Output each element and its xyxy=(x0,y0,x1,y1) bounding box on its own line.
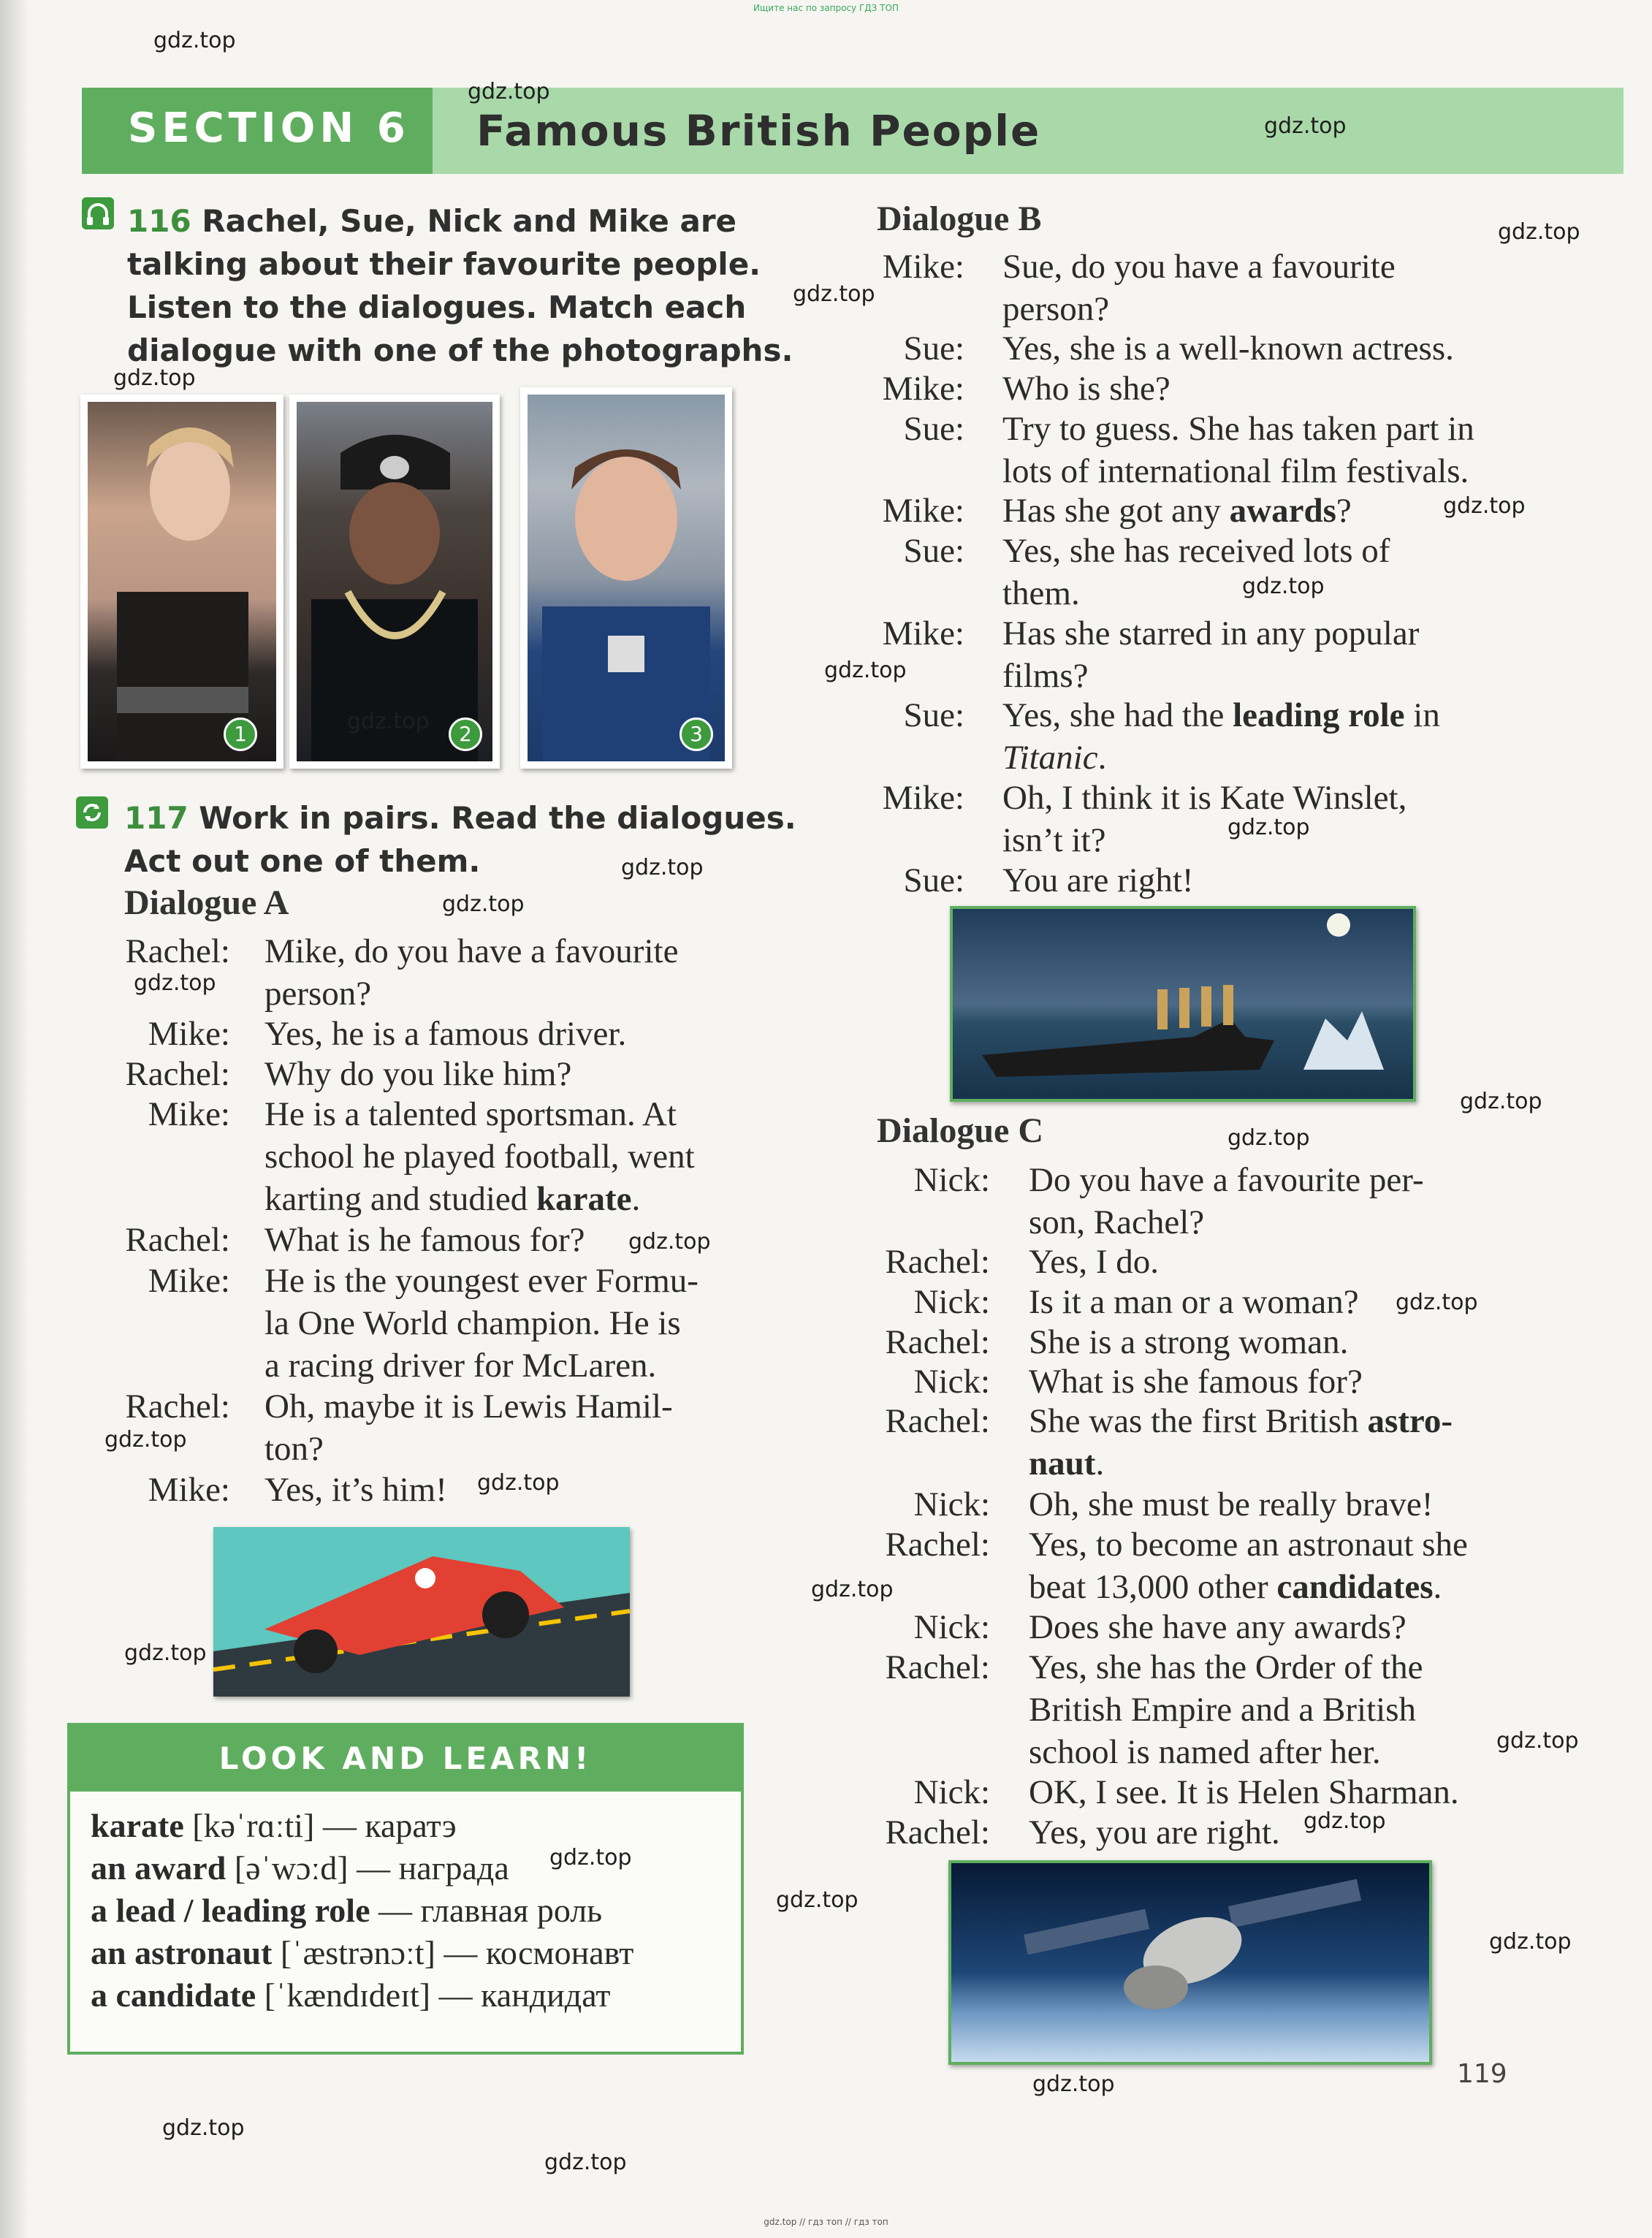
vocab-word: astro- xyxy=(1367,1402,1453,1440)
watermark-text: gdz.top xyxy=(776,1887,859,1913)
dialogue-line: He is a talented sportsman. At xyxy=(264,1095,677,1133)
dialogue-text: She was the first British xyxy=(1029,1402,1368,1440)
vocab-translation: [ˈæstrənɔːt] — космонавт xyxy=(272,1934,634,1971)
dialogue-b-title: Dialogue B xyxy=(877,199,1042,238)
dialogue-text: . xyxy=(1097,739,1107,777)
task-text-line: Act out one of them. xyxy=(124,843,481,879)
watermark-text: gdz.top xyxy=(347,709,430,734)
dialogue-line: la One World champion. He is xyxy=(264,1304,681,1342)
task-number: 116 xyxy=(127,203,191,239)
dialogue-line: isn’t it? xyxy=(1002,821,1106,859)
dialogue-line: Try to guess. She has taken part in xyxy=(1002,410,1474,448)
watermark-text: gdz.top xyxy=(621,855,704,880)
dialogue-line: Yes, she has received lots of xyxy=(1002,532,1390,570)
dialogue-line: Yes, you are right. xyxy=(1029,1813,1280,1851)
speaker: Rachel: xyxy=(885,1648,990,1686)
speaker: Sue: xyxy=(903,861,964,899)
dialogue-text: Yes, she had the xyxy=(1002,696,1233,734)
speaker: Nick: xyxy=(913,1283,990,1321)
dialogue-line xyxy=(264,1179,640,1219)
dialogue-line: them. xyxy=(1002,574,1080,612)
look-and-learn-title: LOOK AND LEARN! xyxy=(70,1726,741,1792)
task-text-line: Work in pairs. Read the dialogues. xyxy=(199,800,796,836)
speaker: Nick: xyxy=(913,1161,990,1199)
vocab-word: karate xyxy=(91,1807,184,1844)
photo-actress xyxy=(80,395,283,769)
vocab-word: leading role xyxy=(1233,696,1405,734)
dialogue-line: person? xyxy=(264,975,372,1013)
watermark-text: gdz.top xyxy=(824,658,907,683)
vocab-word: an astronaut xyxy=(91,1934,273,1971)
vocab-word: an award xyxy=(91,1849,227,1887)
speaker: Rachel: xyxy=(885,1526,990,1564)
dialogue-line: Do you have a favourite per- xyxy=(1029,1161,1424,1199)
watermark-text: gdz.top xyxy=(104,1427,187,1453)
photo-number-badge: 3 xyxy=(680,718,713,751)
dialogue-line: Who is she? xyxy=(1002,370,1171,408)
dialogue-line: son, Rachel? xyxy=(1029,1203,1205,1241)
dialogue-line xyxy=(1002,738,1106,777)
vocab-translation: [əˈwɔːd] — награда xyxy=(226,1849,509,1887)
watermark-text: gdz.top xyxy=(124,1640,207,1666)
vocab-row xyxy=(91,1806,457,1845)
dialogue-line xyxy=(1029,1567,1442,1607)
dialogue-line: school he played football, went xyxy=(264,1138,695,1176)
race-car-image xyxy=(213,1527,630,1697)
dialogue-a-title: Dialogue A xyxy=(124,883,289,922)
dialogue-line xyxy=(1002,696,1440,735)
photo-number-badge: 1 xyxy=(224,718,257,751)
dialogue-line: Yes, I do. xyxy=(1029,1243,1160,1281)
dialogue-line: Oh, I think it is Kate Winslet, xyxy=(1002,779,1407,817)
dialogue-c-title: Dialogue C xyxy=(877,1111,1043,1150)
task-text-line: Rachel, Sue, Nick and Mike are xyxy=(202,203,737,239)
task-117 xyxy=(124,796,796,840)
bottom-notice: gdz.top // гдз топ // гдз топ xyxy=(764,2217,888,2227)
dialogue-line: Mike, do you have a favourite xyxy=(264,932,679,970)
speaker: Sue: xyxy=(903,330,964,368)
speaker: Mike: xyxy=(148,1015,230,1053)
dialogue-line: Yes, he is a famous driver. xyxy=(264,1015,627,1053)
page-number: 119 xyxy=(1457,2059,1507,2089)
speaker: Mike: xyxy=(148,1262,230,1300)
dialogue-line: She is a strong woman. xyxy=(1029,1323,1349,1361)
watermark-text: gdz.top xyxy=(1489,1929,1572,1955)
task-number: 117 xyxy=(124,800,189,836)
speaker: Mike: xyxy=(882,248,964,286)
vocab-word: karate xyxy=(536,1180,632,1218)
dialogue-line: Why do you like him? xyxy=(264,1055,572,1093)
watermark-text: gdz.top xyxy=(1498,219,1580,245)
speaker: Sue: xyxy=(903,532,964,570)
speaker: Mike: xyxy=(148,1095,230,1133)
vocab-word: naut xyxy=(1029,1445,1096,1483)
dialogue-text: in xyxy=(1404,696,1440,734)
task-text-line: Listen to the dialogues. Match each xyxy=(127,289,747,325)
vocab-row xyxy=(91,1891,602,1930)
dialogue-line: Yes, she is a well-known actress. xyxy=(1002,330,1454,368)
task-text-line: dialogue with one of the photographs. xyxy=(127,332,793,368)
watermark-text: gdz.top xyxy=(1396,1290,1478,1315)
dialogue-line: Sue, do you have a favourite xyxy=(1002,248,1396,286)
top-notice: Ищите нас по запросу ГДЗ ТОП xyxy=(753,3,899,13)
watermark-text: gdz.top xyxy=(1264,113,1347,139)
vocab-word: a candidate xyxy=(91,1976,256,2014)
dialogue-line: ton? xyxy=(264,1430,324,1468)
dialogue-line: Oh, she must be really brave! xyxy=(1029,1485,1434,1523)
task-116 xyxy=(127,199,736,243)
dialogue-line: Is it a man or a woman? xyxy=(1029,1283,1359,1321)
watermark-text: gdz.top xyxy=(162,2115,245,2141)
watermark-text: gdz.top xyxy=(1443,493,1526,519)
speaker: Rachel: xyxy=(125,1055,230,1093)
speaker: Rachel: xyxy=(885,1323,990,1361)
dialogue-text: ? xyxy=(1336,492,1352,530)
look-and-learn-box xyxy=(67,1723,744,2055)
watermark-text: gdz.top xyxy=(134,970,216,996)
watermark-text: gdz.top xyxy=(1496,1728,1579,1754)
vocab-row xyxy=(91,1933,633,1972)
watermark-text: gdz.top xyxy=(793,281,875,307)
watermark-text: gdz.top xyxy=(113,365,196,391)
speaker: Sue: xyxy=(903,410,964,448)
dialogue-line xyxy=(1029,1401,1453,1441)
dialogue-line: lots of international film festivals. xyxy=(1002,452,1469,490)
speaker: Nick: xyxy=(913,1608,990,1646)
vocab-row xyxy=(91,1976,611,2014)
section-title: Famous British People xyxy=(476,106,1041,156)
dialogue-line: Oh, maybe it is Lewis Hamil- xyxy=(264,1388,673,1426)
speaker: Mike: xyxy=(882,492,964,530)
watermark-text: gdz.top xyxy=(1032,2071,1115,2097)
vocab-translation: [kəˈrɑːti] — каратэ xyxy=(183,1807,457,1844)
dialogue-line: OK, I see. It is Helen Sharman. xyxy=(1029,1773,1459,1811)
dialogue-text: . xyxy=(631,1180,641,1218)
refresh-icon xyxy=(76,796,108,829)
speaker: Nick: xyxy=(913,1485,990,1523)
vocab-translation: — главная роль xyxy=(370,1892,603,1929)
watermark-text: gdz.top xyxy=(153,28,236,53)
speaker: Nick: xyxy=(913,1773,990,1811)
watermark-text: gdz.top xyxy=(1242,574,1325,599)
dialogue-text: . xyxy=(1433,1568,1442,1606)
photo-number-badge: 2 xyxy=(449,718,482,751)
dialogue-line: What is she famous for? xyxy=(1029,1363,1363,1401)
titanic-image xyxy=(950,906,1416,1102)
dialogue-line: What is he famous for? xyxy=(264,1221,585,1259)
speaker: Rachel: xyxy=(885,1243,990,1281)
speaker: Rachel: xyxy=(885,1402,990,1440)
watermark-text: gdz.top xyxy=(1227,1125,1310,1151)
speaker: Rachel: xyxy=(125,932,230,970)
speaker: Nick: xyxy=(913,1363,990,1401)
task-text-line: talking about their favourite people. xyxy=(127,246,761,282)
watermark-text: gdz.top xyxy=(468,79,550,104)
dialogue-text: beat 13,000 other xyxy=(1029,1568,1277,1606)
dialogue-text: . xyxy=(1095,1445,1105,1483)
speaker: Rachel: xyxy=(885,1813,990,1851)
dialogue-line: person? xyxy=(1002,290,1110,328)
watermark-text: gdz.top xyxy=(811,1577,894,1602)
dialogue-line: Does she have any awards? xyxy=(1029,1608,1407,1646)
watermark-text: gdz.top xyxy=(544,2150,627,2175)
watermark-text: gdz.top xyxy=(628,1229,711,1255)
speaker: Sue: xyxy=(903,696,964,734)
vocab-translation: [ˈkændɪdeɪt] — кандидат xyxy=(256,1976,611,2014)
dialogue-line: British Empire and a British xyxy=(1029,1691,1416,1729)
page-gutter-shadow xyxy=(0,0,29,2238)
speaker: Rachel: xyxy=(125,1221,230,1259)
dialogue-line xyxy=(1002,491,1352,530)
vocab-word: candidates xyxy=(1276,1568,1434,1606)
dialogue-line xyxy=(1029,1444,1104,1483)
photo-astronaut xyxy=(520,387,732,769)
vocab-word: a lead / leading role xyxy=(91,1892,370,1929)
section-label: SECTION 6 xyxy=(128,104,410,152)
speaker: Mike: xyxy=(882,779,964,817)
speaker: Mike: xyxy=(148,1471,230,1509)
dialogue-line: Yes, she has the Order of the xyxy=(1029,1648,1423,1686)
speaker: Rachel: xyxy=(125,1388,230,1426)
dialogue-line: films? xyxy=(1002,657,1089,695)
dialogue-line: He is the youngest ever Formu- xyxy=(264,1262,699,1300)
dialogue-line: Yes, it’s him! xyxy=(264,1471,447,1509)
dialogue-line: Has she starred in any popular xyxy=(1002,614,1420,652)
dialogue-text: karting and studied xyxy=(264,1180,537,1218)
dialogue-line: You are right! xyxy=(1002,861,1194,899)
watermark-text: gdz.top xyxy=(477,1470,560,1496)
vocab-word: awards xyxy=(1229,492,1336,530)
dialogue-line: Yes, to become an astronaut she xyxy=(1029,1526,1468,1564)
speaker: Mike: xyxy=(882,614,964,652)
film-title: Titanic xyxy=(1002,739,1098,777)
watermark-text: gdz.top xyxy=(1303,1808,1386,1834)
watermark-text: gdz.top xyxy=(549,1845,632,1870)
watermark-text: gdz.top xyxy=(442,891,525,917)
dialogue-line: school is named after her. xyxy=(1029,1733,1381,1771)
dialogue-text: Has she got any xyxy=(1002,492,1230,530)
space-station-image xyxy=(948,1860,1432,2065)
headphones-icon xyxy=(82,197,114,229)
speaker: Mike: xyxy=(882,370,964,408)
dialogue-line: a racing driver for McLaren. xyxy=(264,1347,657,1385)
watermark-text: gdz.top xyxy=(1460,1089,1542,1114)
watermark-text: gdz.top xyxy=(1227,815,1310,840)
vocab-row xyxy=(91,1849,509,1887)
